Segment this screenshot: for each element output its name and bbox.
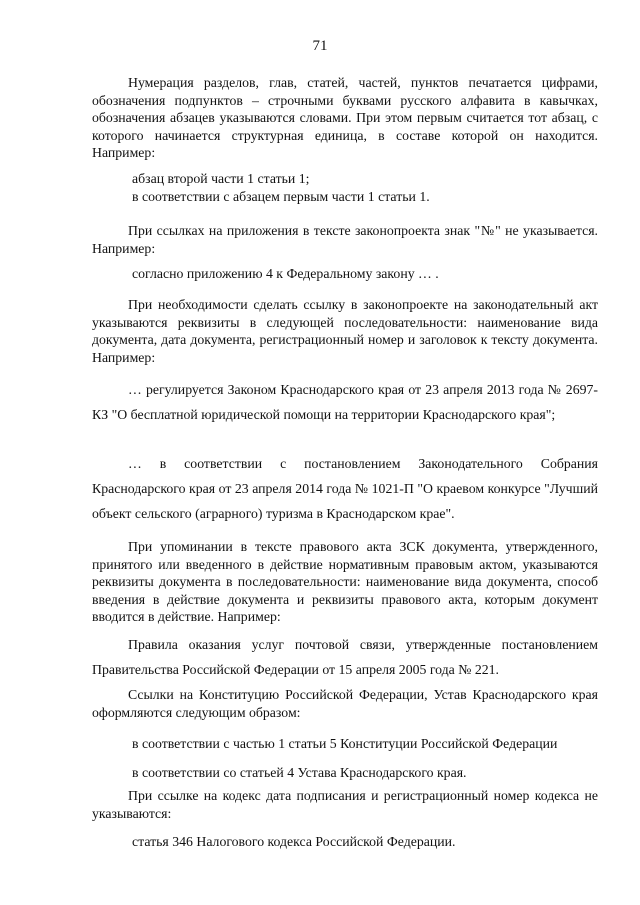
example-postal-rules: Правила оказания услуг почтовой связи, утвержденные постановлением Правительства Российской Федерации от 15 апреля 2005 года № 221. <box>92 637 598 677</box>
example-abzac-first: в соответствии с абзацем первым части 1 статьи 1. <box>132 189 430 204</box>
paragraph-numbering-rules: Нумерация разделов, глав, статей, частей, пунктов печатается цифрами, обозначения подпунктов – строчными буквами русского алфавита в кавычках, обозначения абзацев указываются словами. При этом первым считается тот абзац, с которого начинается структурная единица, в составе которой он находится. Например: <box>92 75 598 161</box>
paragraph-legislative-act-reference: При необходимости сделать ссылку в законопроекте на законодательный акт указываются реквизиты в следующей последовательности: наименование вида документа, дата документа, регистрационный номер и заголовок к тексту документа. Например: <box>92 297 598 365</box>
example-appendix: согласно приложению 4 к Федеральному закону … . <box>132 266 439 281</box>
paragraph-code-reference: При ссылке на кодекс дата подписания и регистрационный номер кодекса не указываются: <box>92 788 598 821</box>
example-resolution-reference: … в соответствии с постановлением Законодательного Собрания Краснодарского края от 23 апреля 2014 года № 1021-П "О краевом конкурсе "Лучший объект сельского (аграрного) туризма в Краснодарском крае". <box>92 456 598 521</box>
example-constitution: в соответствии с частью 1 статьи 5 Конституции Российской Федерации <box>132 736 558 751</box>
paragraph-document-mention: При упоминании в тексте правового акта ЗСК документа, утвержденного, принятого или введенного в действие нормативным правовым актом, указываются реквизиты документа в последовательности: наименование вида документа, способ введения в действие документа и реквизиты правового акта, которым документ вводится в действие. Например: <box>92 539 598 625</box>
paragraph-appendix-references: При ссылках на приложения в тексте законопроекта знак "№" не указывается. Например: <box>92 223 598 256</box>
paragraph-constitution-references: Ссылки на Конституцию Российской Федерации, Устав Краснодарского края оформляются следующим образом: <box>92 687 598 720</box>
example-tax-code: статья 346 Налогового кодекса Российской Федерации. <box>132 834 456 849</box>
page-number: 71 <box>312 38 328 54</box>
example-abzac-second: абзац второй части 1 статьи 1; <box>132 171 310 186</box>
example-law-reference: … регулируется Законом Краснодарского края от 23 апреля 2013 года № 2697-КЗ "О бесплатной юридической помощи на территории Краснодарского края"; <box>92 382 598 422</box>
example-charter: в соответствии со статьей 4 Устава Краснодарского края. <box>132 765 467 780</box>
